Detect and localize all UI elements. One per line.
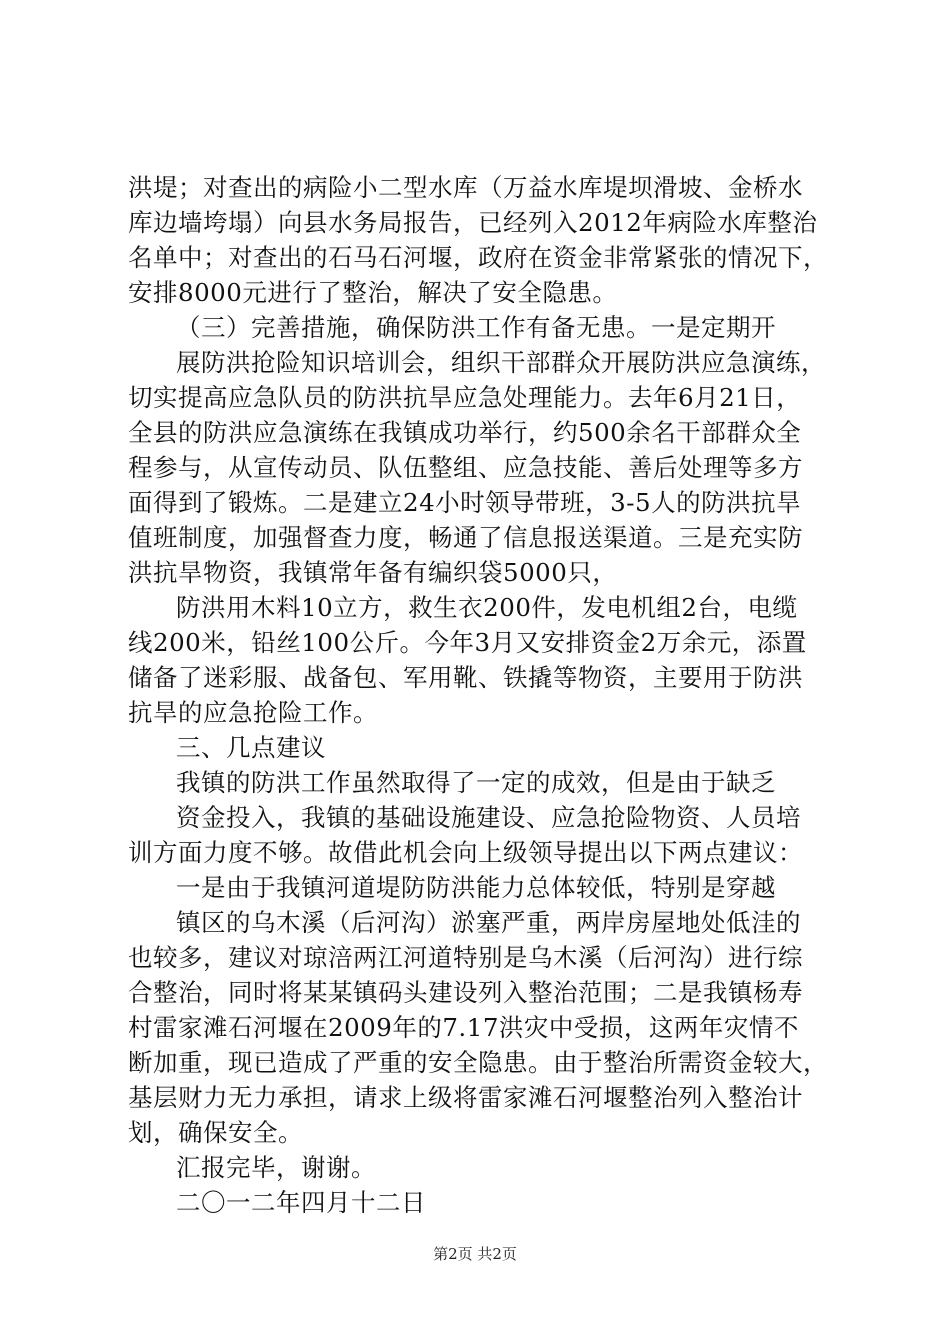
- paragraph-line: 一是由于我镇河道堤防防洪能力总体较低，特别是穿越: [176, 873, 776, 902]
- text-line: 合整治，同时将某某镇码头建设列入整治范围；二是我镇杨寿: [128, 978, 803, 1007]
- text-line: 线200米，铅丝100公斤。今年3月又安排资金2万余元，添置: [128, 628, 807, 657]
- text-line: 面得到了锻炼。二是建立24小时领导带班，3-5人的防洪抗旱: [128, 488, 802, 517]
- text-line: 断加重，现已造成了严重的安全隐患。由于整治所需资金较大，: [128, 1048, 828, 1077]
- text-line: 切实提高应急队员的防洪抗旱应急处理能力。去年6月21日，: [128, 383, 802, 412]
- text-line: 库边墙垮塌）向县水务局报告，已经列入2012年病险水库整治: [128, 208, 818, 237]
- paragraph-line: 展防洪抢险知识培训会，组织干部群众开展防洪应急演练，: [176, 348, 826, 377]
- closing-line: 汇报完毕，谢谢。: [176, 1153, 376, 1182]
- text-line: 抗旱的应急抢险工作。: [128, 698, 378, 727]
- text-line: 洪抗旱物资，我镇常年备有编织袋5000只，: [128, 558, 618, 587]
- text-line: 基层财力无力承担，请求上级将雷家滩石河堰整治列入整治计: [128, 1083, 803, 1112]
- text-line: 名单中；对查出的石马石河堰，政府在资金非常紧张的情况下，: [128, 243, 828, 272]
- date-line: 二〇一二年四月十二日: [176, 1188, 426, 1217]
- paragraph-line: 防洪用木料10立方，救生衣200件，发电机组2台，电缆: [176, 593, 798, 622]
- text-line: 划，确保安全。: [128, 1118, 303, 1147]
- paragraph-line: 我镇的防洪工作虽然取得了一定的成效，但是由于缺乏: [176, 768, 776, 797]
- paragraph-line: （三）完善措施，确保防洪工作有备无患。一是定期开: [176, 313, 776, 342]
- text-line: 训方面力度不够。故借此机会向上级领导提出以下两点建议：: [128, 838, 803, 867]
- section-heading: 三、几点建议: [176, 733, 326, 762]
- text-line: 储备了迷彩服、战备包、军用靴、铁撬等物资，主要用于防洪: [128, 663, 803, 692]
- text-line: 村雷家滩石河堰在2009年的7.17洪灾中受损，这两年灾情不: [128, 1013, 799, 1042]
- text-line: 值班制度，加强督查力度，畅通了信息报送渠道。三是充实防: [128, 523, 803, 552]
- paragraph-line: 资金投入，我镇的基础设施建设、应急抢险物资、人员培: [176, 803, 801, 832]
- text-line: 全县的防洪应急演练在我镇成功举行，约500余名干部群众全: [128, 418, 802, 447]
- text-line: 程参与，从宣传动员、队伍整组、应急技能、善后处理等多方: [128, 453, 803, 482]
- page-footer: 第2页 共2页: [433, 1245, 517, 1263]
- text-line: 洪堤；对查出的病险小二型水库（万益水库堤坝滑坡、金桥水: [128, 173, 803, 202]
- text-line: 也较多，建议对琼涪两江河道特别是乌木溪（后河沟）进行综: [128, 943, 803, 972]
- text-line: 安排8000元进行了整治，解决了安全隐患。: [128, 278, 618, 307]
- paragraph-line: 镇区的乌木溪（后河沟）淤塞严重，两岸房屋地处低洼的: [176, 908, 801, 937]
